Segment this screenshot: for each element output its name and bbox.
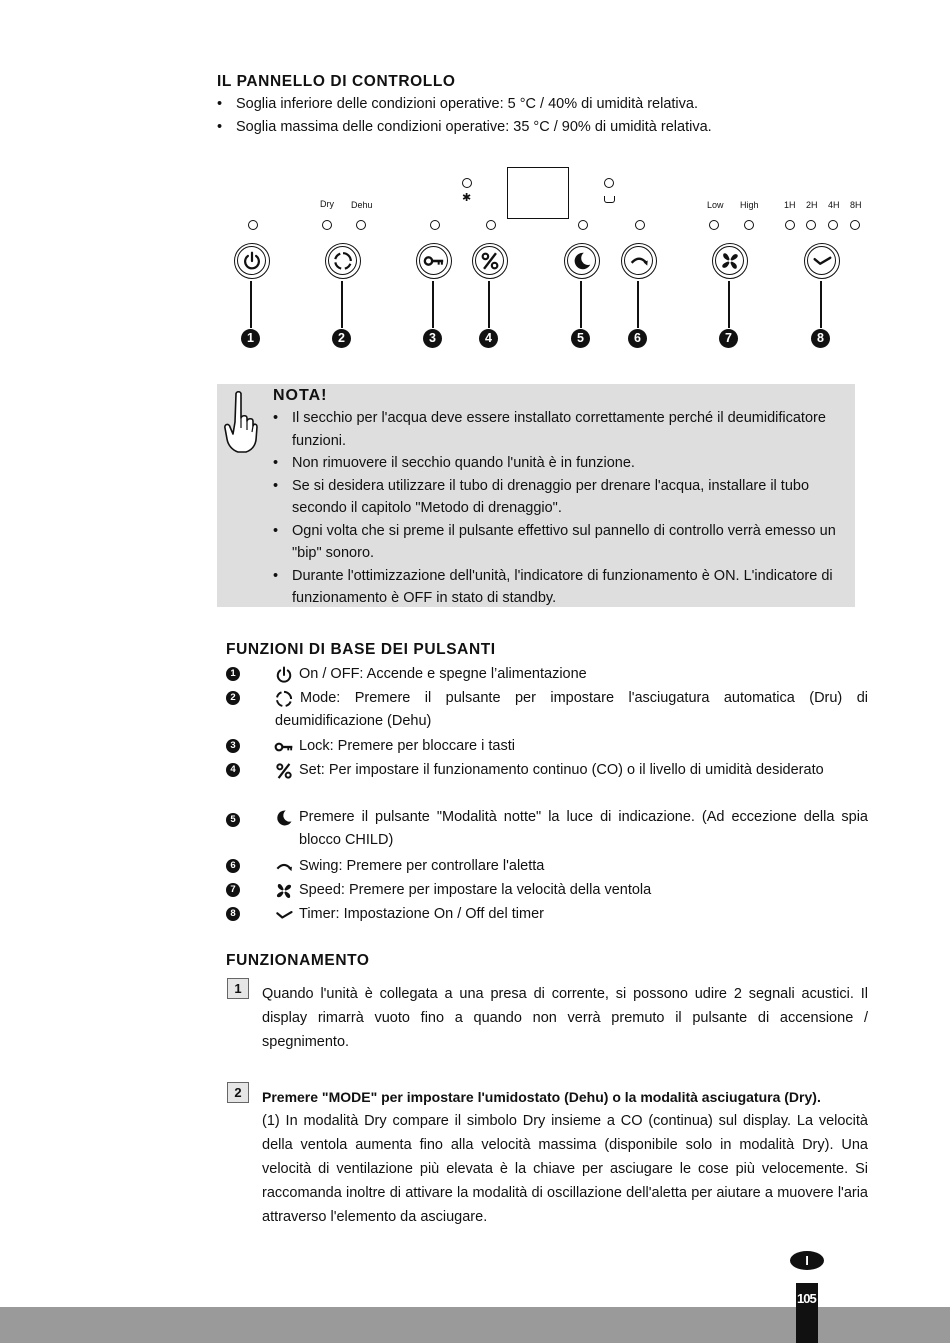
callout-number: 1 <box>241 329 260 348</box>
list-item: • Il secchio per l'acqua deve essere installato correttamente perché il deumidificatore funzioni. <box>273 407 843 452</box>
indicator-led <box>356 220 366 230</box>
step-heading: Premere "MODE" per impostare l'umidostato (Dehu) o la modalità asciugatura (Dry). <box>262 1089 821 1105</box>
list-item: • Se si desidera utilizzare il tubo di drenaggio per drenare l'acqua, installare il tubo secondo il capitolo "Metodo di drenaggio". <box>273 475 843 520</box>
list-item: • Non rimuovere il secchio quando l'unità è in funzione. <box>273 452 843 475</box>
language-label: I <box>805 1253 809 1268</box>
indicator-led <box>828 220 838 230</box>
fan-icon <box>274 881 294 901</box>
callout-number: 6 <box>628 329 647 348</box>
callout-line <box>637 281 639 328</box>
label-1h: 1H <box>784 200 796 210</box>
item-number: 8 <box>226 907 240 921</box>
callout-line <box>488 281 490 328</box>
fan-icon <box>719 250 741 272</box>
bucket-mini-icon <box>604 196 615 203</box>
callout-line <box>341 281 343 328</box>
indicator-led <box>709 220 719 230</box>
timer-button[interactable] <box>804 243 840 279</box>
step-text: Quando l'unità è collegata a una presa di corrente, si possono udire 2 segnali acustici. Il display rimarrà vuoto fino a quando non verrà premuto il pulsante di accensione / spegnimento. <box>262 986 868 1050</box>
indicator-led <box>806 220 816 230</box>
list-item: • Soglia massima delle condizioni operative: 35 °C / 90% di umidità relativa. <box>217 116 857 139</box>
fan-mini-icon: ✱ <box>462 192 472 204</box>
list-item: • Durante l'ottimizzazione dell'unità, l'indicatore di funzionamento è ON. L'indicatore di funzionamento è OFF in stato di standby. <box>273 565 843 610</box>
swing-icon <box>274 857 294 877</box>
speed-button[interactable] <box>712 243 748 279</box>
function-item <box>226 903 868 926</box>
function-item <box>226 855 868 878</box>
page-number: 105 <box>797 1291 816 1306</box>
indicator-led <box>462 178 472 188</box>
item-text: Speed: Premere per impostare la velocità della ventola <box>299 882 652 898</box>
item-text: Swing: Premere per controllare l'aletta <box>299 858 545 874</box>
callout-line <box>728 281 730 328</box>
item-text: Timer: Impostazione On / Off del timer <box>299 906 544 922</box>
indicator-led <box>322 220 332 230</box>
item-number: 6 <box>226 859 240 873</box>
indicator-led <box>635 220 645 230</box>
indicator-led <box>486 220 496 230</box>
function-item <box>226 687 868 734</box>
label-low: Low <box>707 200 724 210</box>
swing-icon <box>628 250 650 272</box>
indicator-led <box>785 220 795 230</box>
power-button[interactable] <box>234 243 270 279</box>
item-number: 4 <box>226 763 240 777</box>
moon-icon <box>274 808 294 828</box>
pointing-hand-icon <box>222 390 258 456</box>
function-item <box>226 879 868 902</box>
item-text: Set: Per impostare il funzionamento continuo (CO) o il livello di umidità desiderato <box>299 762 824 778</box>
item-number: 2 <box>226 691 240 705</box>
function-item <box>226 735 868 758</box>
power-icon <box>274 665 294 685</box>
section-title-operation: FUNZIONAMENTO <box>226 952 370 969</box>
note-title: NOTA! <box>273 387 328 404</box>
indicator-led <box>744 220 754 230</box>
list-item: • Soglia inferiore delle condizioni operative: 5 °C / 40% di umidità relativa. <box>217 93 857 116</box>
section-title-control-panel: IL PANNELLO DI CONTROLLO <box>217 73 456 90</box>
step-text: (1) In modalità Dry compare il simbolo Dry insieme a CO (continua) sul display. La velocità della ventola aumenta fino alla velocità massima (disponibile solo in modalità Dry). Una velocità di ventilazione più elevata è la chiave per asciugare le cose più velocemente. Si raccomanda inoltre di attivare la modalità di oscillazione dell'aletta per aiutare a muovere l'aria attraverso l'elemento da asciugare. <box>262 1113 868 1225</box>
mode-icon <box>332 250 354 272</box>
timer-icon <box>811 250 833 272</box>
callout-number: 4 <box>479 329 498 348</box>
item-number: 5 <box>226 813 240 827</box>
indicator-led <box>248 220 258 230</box>
mode-button[interactable] <box>325 243 361 279</box>
swing-button[interactable] <box>621 243 657 279</box>
percent-icon <box>274 761 294 781</box>
function-item <box>226 806 868 853</box>
power-icon <box>241 250 263 272</box>
display-window <box>507 167 569 219</box>
item-text: On / OFF: Accende e spegne l’alimentazione <box>299 666 587 682</box>
indicator-led <box>604 178 614 188</box>
callout-line <box>820 281 822 328</box>
step-number: 1 <box>227 978 249 999</box>
callout-line <box>580 281 582 328</box>
indicator-led <box>850 220 860 230</box>
operating-limits-list <box>217 93 857 138</box>
note-list <box>273 407 843 610</box>
item-text: Premere il pulsante "Modalità notte" la luce di indicazione. (Ad eccezione della spia blocco CHILD) <box>299 809 868 848</box>
item-text: Mode: Premere il pulsante per impostare l'asciugatura automatica (Dru) di deumidificazione (Dehu) <box>275 690 868 729</box>
function-item <box>226 663 868 686</box>
item-text: Lock: Premere per bloccare i tasti <box>299 738 515 754</box>
indicator-led <box>430 220 440 230</box>
label-high: High <box>740 200 759 210</box>
callout-line <box>432 281 434 328</box>
item-number: 1 <box>226 667 240 681</box>
step-number: 2 <box>227 1082 249 1103</box>
night-mode-button[interactable] <box>564 243 600 279</box>
list-item: • Ogni volta che si preme il pulsante effettivo sul pannello di controllo verrà emesso un "bip" sonoro. <box>273 520 843 565</box>
set-button[interactable] <box>472 243 508 279</box>
timer-icon <box>274 905 294 925</box>
label-2h: 2H <box>806 200 818 210</box>
label-4h: 4H <box>828 200 840 210</box>
percent-icon <box>479 250 501 272</box>
key-icon <box>423 250 445 272</box>
item-number: 3 <box>226 739 240 753</box>
callout-line <box>250 281 252 328</box>
key-icon <box>274 737 294 757</box>
moon-icon <box>571 250 593 272</box>
language-badge <box>790 1251 824 1270</box>
label-dry: Dry <box>320 199 334 209</box>
callout-number: 3 <box>423 329 442 348</box>
callout-number: 8 <box>811 329 830 348</box>
callout-number: 5 <box>571 329 590 348</box>
callout-number: 7 <box>719 329 738 348</box>
function-item <box>226 759 868 806</box>
label-dehu: Dehu <box>351 200 373 210</box>
item-number: 7 <box>226 883 240 897</box>
indicator-led <box>578 220 588 230</box>
callout-number: 2 <box>332 329 351 348</box>
section-title-button-functions: FUNZIONI DI BASE DEI PULSANTI <box>226 641 496 658</box>
lock-button[interactable] <box>416 243 452 279</box>
label-8h: 8H <box>850 200 862 210</box>
